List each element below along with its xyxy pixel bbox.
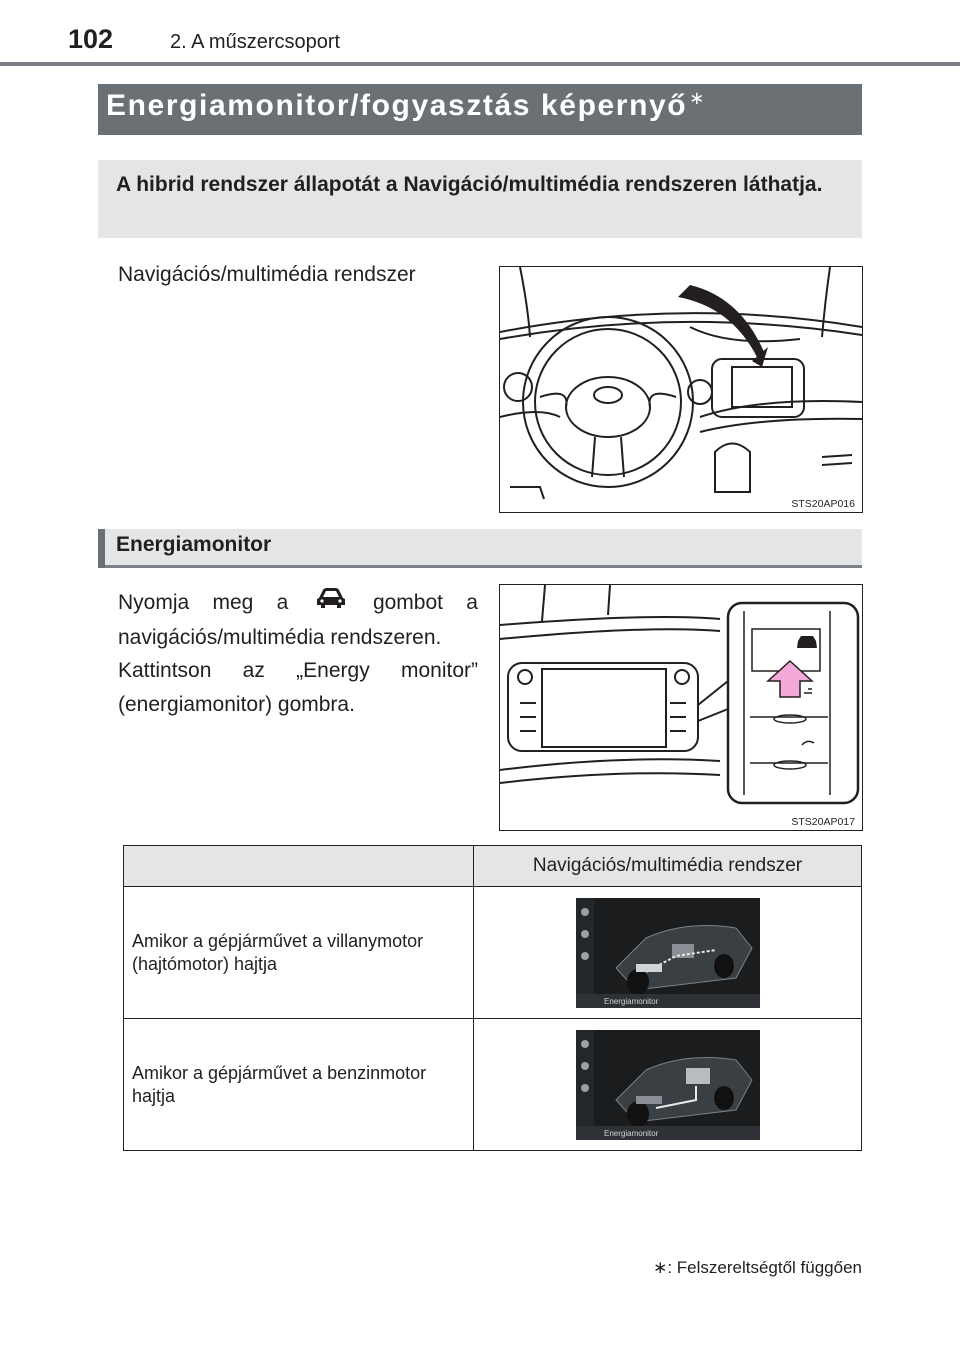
row-label: Amikor a gépjárművet a benzinmotor hajtja <box>124 1019 474 1151</box>
page-number: 102 <box>68 24 114 54</box>
figure-code: STS20AP016 <box>791 498 855 510</box>
header-rule <box>0 62 960 66</box>
energy-monitor-screen-electric <box>576 898 760 1008</box>
step-1-before: Nyomja meg a <box>118 591 289 615</box>
table-header-nav: Navigációs/multimédia rendszer <box>474 846 862 887</box>
table-row <box>124 1019 862 1151</box>
head-unit-illustration <box>500 585 862 830</box>
footnote: ∗: Felszereltségtől függően <box>653 1258 862 1277</box>
energy-monitor-table <box>123 845 862 1151</box>
title-footnote-star: ∗ <box>689 88 706 108</box>
dashboard-figure <box>499 266 863 513</box>
table-header-row <box>124 846 862 887</box>
section-accent <box>98 529 105 568</box>
energy-monitor-screen-petrol <box>576 1030 760 1140</box>
table-header-empty <box>124 846 474 887</box>
step-1 <box>118 586 478 655</box>
screen-label: Energiamonitor <box>603 1128 658 1138</box>
head-unit-figure <box>499 584 863 831</box>
dashboard-illustration <box>500 267 862 512</box>
intro-text: A hibrid rendszer állapotát a Navigáció/multimédia rendszeren láthatja. <box>116 173 823 196</box>
table-row <box>124 887 862 1019</box>
car-button-icon <box>314 586 348 621</box>
row-screen-cell <box>474 887 862 1019</box>
step-2: Kattintson az „Energy monitor” (energiamonitor) gombra. <box>118 659 478 716</box>
page-title-text: Energiamonitor/fogyasztás képernyő <box>106 89 688 122</box>
row-screen-cell <box>474 1019 862 1151</box>
page-title <box>106 88 706 123</box>
section-title: Energiamonitor <box>116 533 272 556</box>
screen-label: Energiamonitor <box>603 996 658 1006</box>
step-1-after: gombot a navigációs/multimédia rendszeren. <box>118 591 478 649</box>
nav-system-label: Navigációs/multimédia rendszer <box>118 263 416 286</box>
chapter-title: 2. A műszercsoport <box>170 31 341 53</box>
row-label: Amikor a gépjárművet a villanymotor (hajtómotor) hajtja <box>124 887 474 1019</box>
figure-code: STS20AP017 <box>791 816 855 828</box>
